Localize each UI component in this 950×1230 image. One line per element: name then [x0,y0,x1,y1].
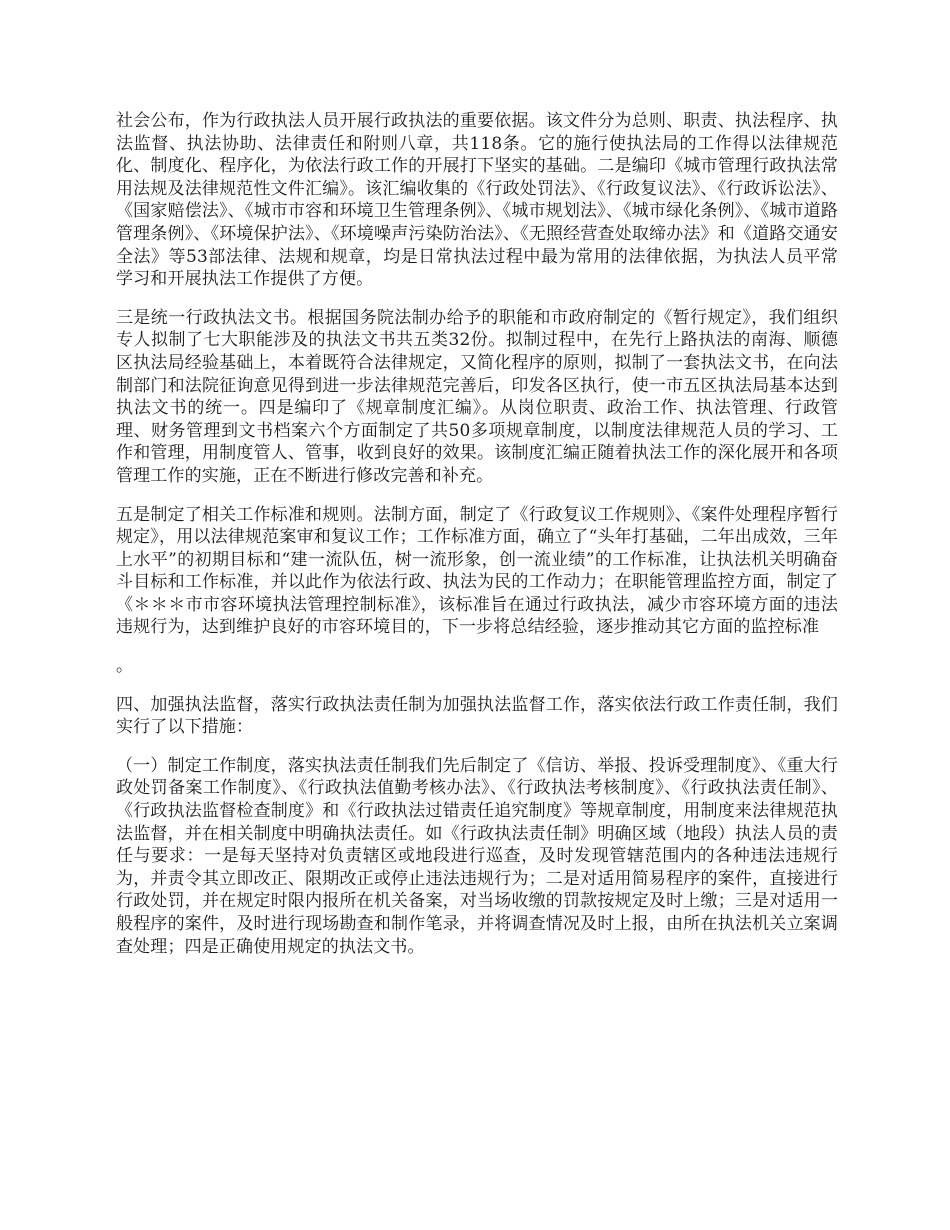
paragraph-6: （一）制定工作制度，落实执法责任制我们先后制定了《信访、举报、投诉受理制度》、《重大行政处罚备案工作制度》、《行政执法值勤考核办法》、《行政执法考核制度》、《行政执法责任制》、《行政执法监督检查制度》和《行政执法过错责任追究制度》等规章制度，用制度来法律规范执法监督，并在相关制度中明确执法责任。如《行政执法责任制》明确区域（地段）执法人员的责任与要求：一是每天坚持对负责辖区或地段进行巡查，及时发现管辖范围内的各种违法违规行为，并责令其立即改正、限期改正或停止违法违规行为；二是对适用简易程序的案件，直接进行行政处罚，并在规定时限内报所在机关备案，对当场收缴的罚款按规定及时上缴；三是对适用一般程序的案件，及时进行现场勘查和制作笔录，并将调查情况及时上报，由所在执法机关立案调查处理；四是正确使用规定的执法文书。 [116,755,838,957]
paragraph-1: 社会公布，作为行政执法人员开展行政执法的重要依据。该文件分为总则、职责、执法程序、执法监督、执法协助、法律责任和附则八章，共118条。它的施行使执法局的工作得以法律规范化、制度化、程序化，为依法行政工作的开展打下坚实的基础。二是编印《城市管理行政执法常用法规及法律规范性文件汇编》。该汇编收集的《行政处罚法》、《行政复议法》、《行政诉讼法》、《国家赔偿法》、《城市市容和环境卫生管理条例》、《城市规划法》、《城市绿化条例》、《城市道路管理条例》、《环境保护法》、《环境噪声污染防治法》、《无照经营查处取缔办法》和《道路交通安全法》等53部法律、法规和规章，均是日常执法过程中最为常用的法律依据，为执法人员平常学习和开展执法工作提供了方便。 [116,111,838,290]
paragraph-5: 四、加强执法监督，落实行政执法责任制为加强执法监督工作，落实依法行政工作责任制，我们实行了以下措施： [116,694,838,738]
document-body [116,110,838,974]
paragraph-4: 。 [116,656,134,677]
paragraph-3: 五是制定了相关工作标准和规则。法制方面，制定了《行政复议工作规则》、《案件处理程序暂行规定》，用以法律规范案审和复议工作；工作标准方面，确立了“头年打基础，二年出成效，三年上水平”的初期目标和“建一流队伍，树一流形象，创一流业绩”的工作标准，让执法机关明确奋斗目标和工作标准，并以此作为依法行政、执法为民的工作动力；在职能管理监控方面，制定了《＊＊＊市市容环境执法管理控制标准》，该标准旨在通过行政执法，减少市容环境方面的违法违规行为，达到维护良好的市容环境目的，下一步将总结经验，逐步推动其它方面的监控标准 [116,504,838,638]
paragraph-2: 三是统一行政执法文书。根据国务院法制办给予的职能和市政府制定的《暂行规定》，我们组织专人拟制了七大职能涉及的执法文书共五类32份。拟制过程中，在先行上路执法的南海、顺德区执法局经验基础上，本着既符合法律规定，又简化程序的原则，拟制了一套执法文书，在向法制部门和法院征询意见得到进一步法律规范完善后，印发各区执行，使一市五区执法局基本达到执法文书的统一。四是编印了《规章制度汇编》。从岗位职责、政治工作、执法管理、行政管理、财务管理到文书档案六个方面制定了共50多项规章制度，以制度法律规范人员的学习、工作和管理，用制度管人、管事，收到良好的效果。该制度汇编正随着执法工作的深化展开和各项管理工作的实施，正在不断进行修改完善和补充。 [116,307,838,486]
